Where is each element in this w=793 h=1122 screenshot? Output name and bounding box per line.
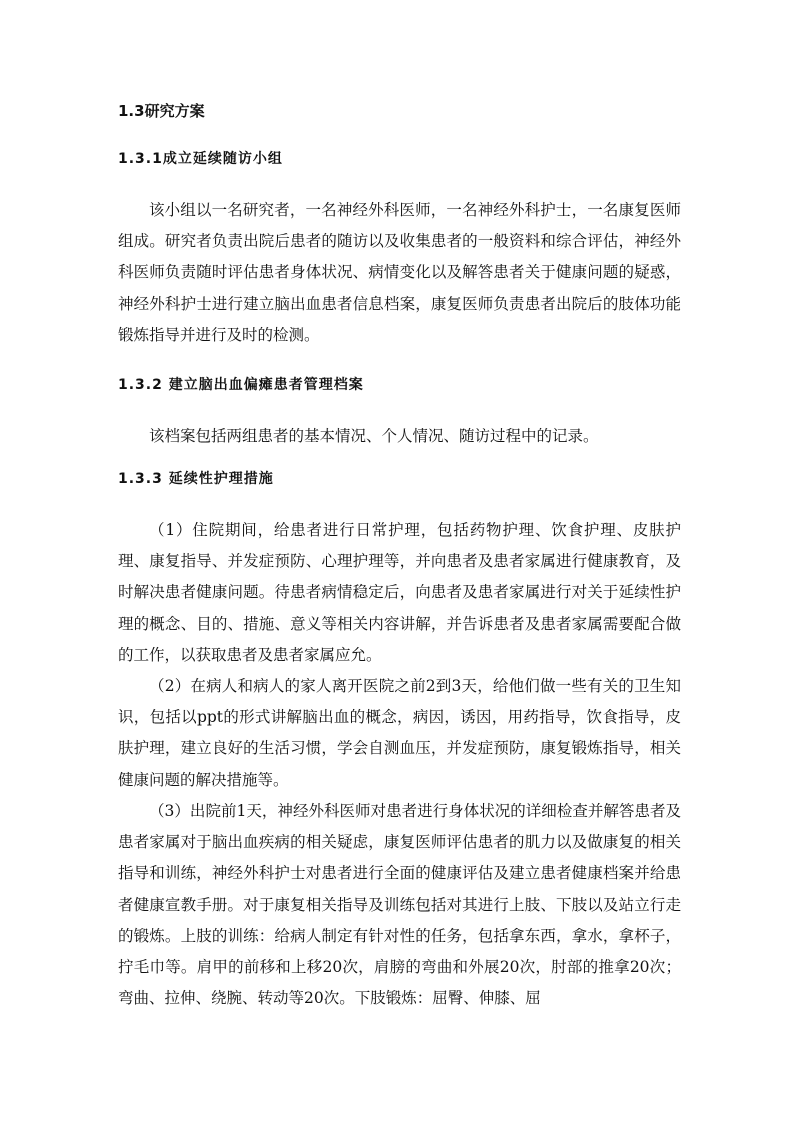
subsection-heading-1-3-1: 1.3.1成立延续随访小组 xyxy=(118,151,283,167)
section-heading-1-3: 1.3研究方案 xyxy=(118,102,205,120)
subsection-heading-1-3-3: 1.3.3 延续性护理措施 xyxy=(118,471,274,487)
paragraph-measure-3: （3）出院前1天，神经外科医师对患者进行身体状况的详细检查并解答患者及患者家属对于脑出血疾病的相关疑虑，康复医师评估患者的肌力以及做康复的相关指导和训练，神经外科护士对患者进行全面的健康评估及建立患者健康档案并给患者健康宣教手册。对于康复相关指导及训练包括对其进行上肢、下肢以及站立行走的锻炼。上肢的训练：给病人制定有针对性的任务，包括拿东西，拿水，拿杯子，拧毛巾等。肩甲的前移和上移20次，肩膀的弯曲和外展20次，肘部的推拿20次；弯曲、拉伸、绕腕、转动等20次。下肢锻炼：屈臀、伸膝、屈 xyxy=(118,802,681,1008)
paragraph-patient-file: 该档案包括两组患者的基本情况、个人情况、随访过程中的记录。 xyxy=(149,427,599,445)
paragraph-measure-2: （2）在病人和病人的家人离开医院之前2到3天，给他们做一些有关的卫生知识，包括以ppt的形式讲解脑出血的概念，病因，诱因，用药指导，饮食指导，皮肤护理，建立良好的生活习惯，学会自测血压，并发症预防，康复锻炼指导，相关健康问题的解决措施等。 xyxy=(118,677,681,789)
paragraph-measure-1: （1）住院期间，给患者进行日常护理，包括药物护理、饮食护理、皮肤护理、康复指导、并发症预防、心理护理等，并向患者及患者家属进行健康教育，及时解决患者健康问题。待患者病情稳定后，向患者及患者家属进行对关于延续性护理的概念、目的、措施、意义等相关内容讲解，并告诉患者及患者家属需要配合做的工作，以获取患者及患者家属应允。 xyxy=(118,521,681,664)
subsection-heading-1-3-2: 1.3.2 建立脑出血偏瘫患者管理档案 xyxy=(118,377,364,393)
paragraph-follow-up-team: 该小组以一名研究者，一名神经外科医师，一名神经外科护士，一名康复医师组成。研究者负责出院后患者的随访以及收集患者的一般资料和综合评估，神经外科医师负责随时评估患者身体状况、病情变化以及解答患者关于健康问题的疑惑，神经外科护士进行建立脑出血患者信息档案，康复医师负责患者出院后的肢体功能锻炼指导并进行及时的检测。 xyxy=(118,201,681,344)
